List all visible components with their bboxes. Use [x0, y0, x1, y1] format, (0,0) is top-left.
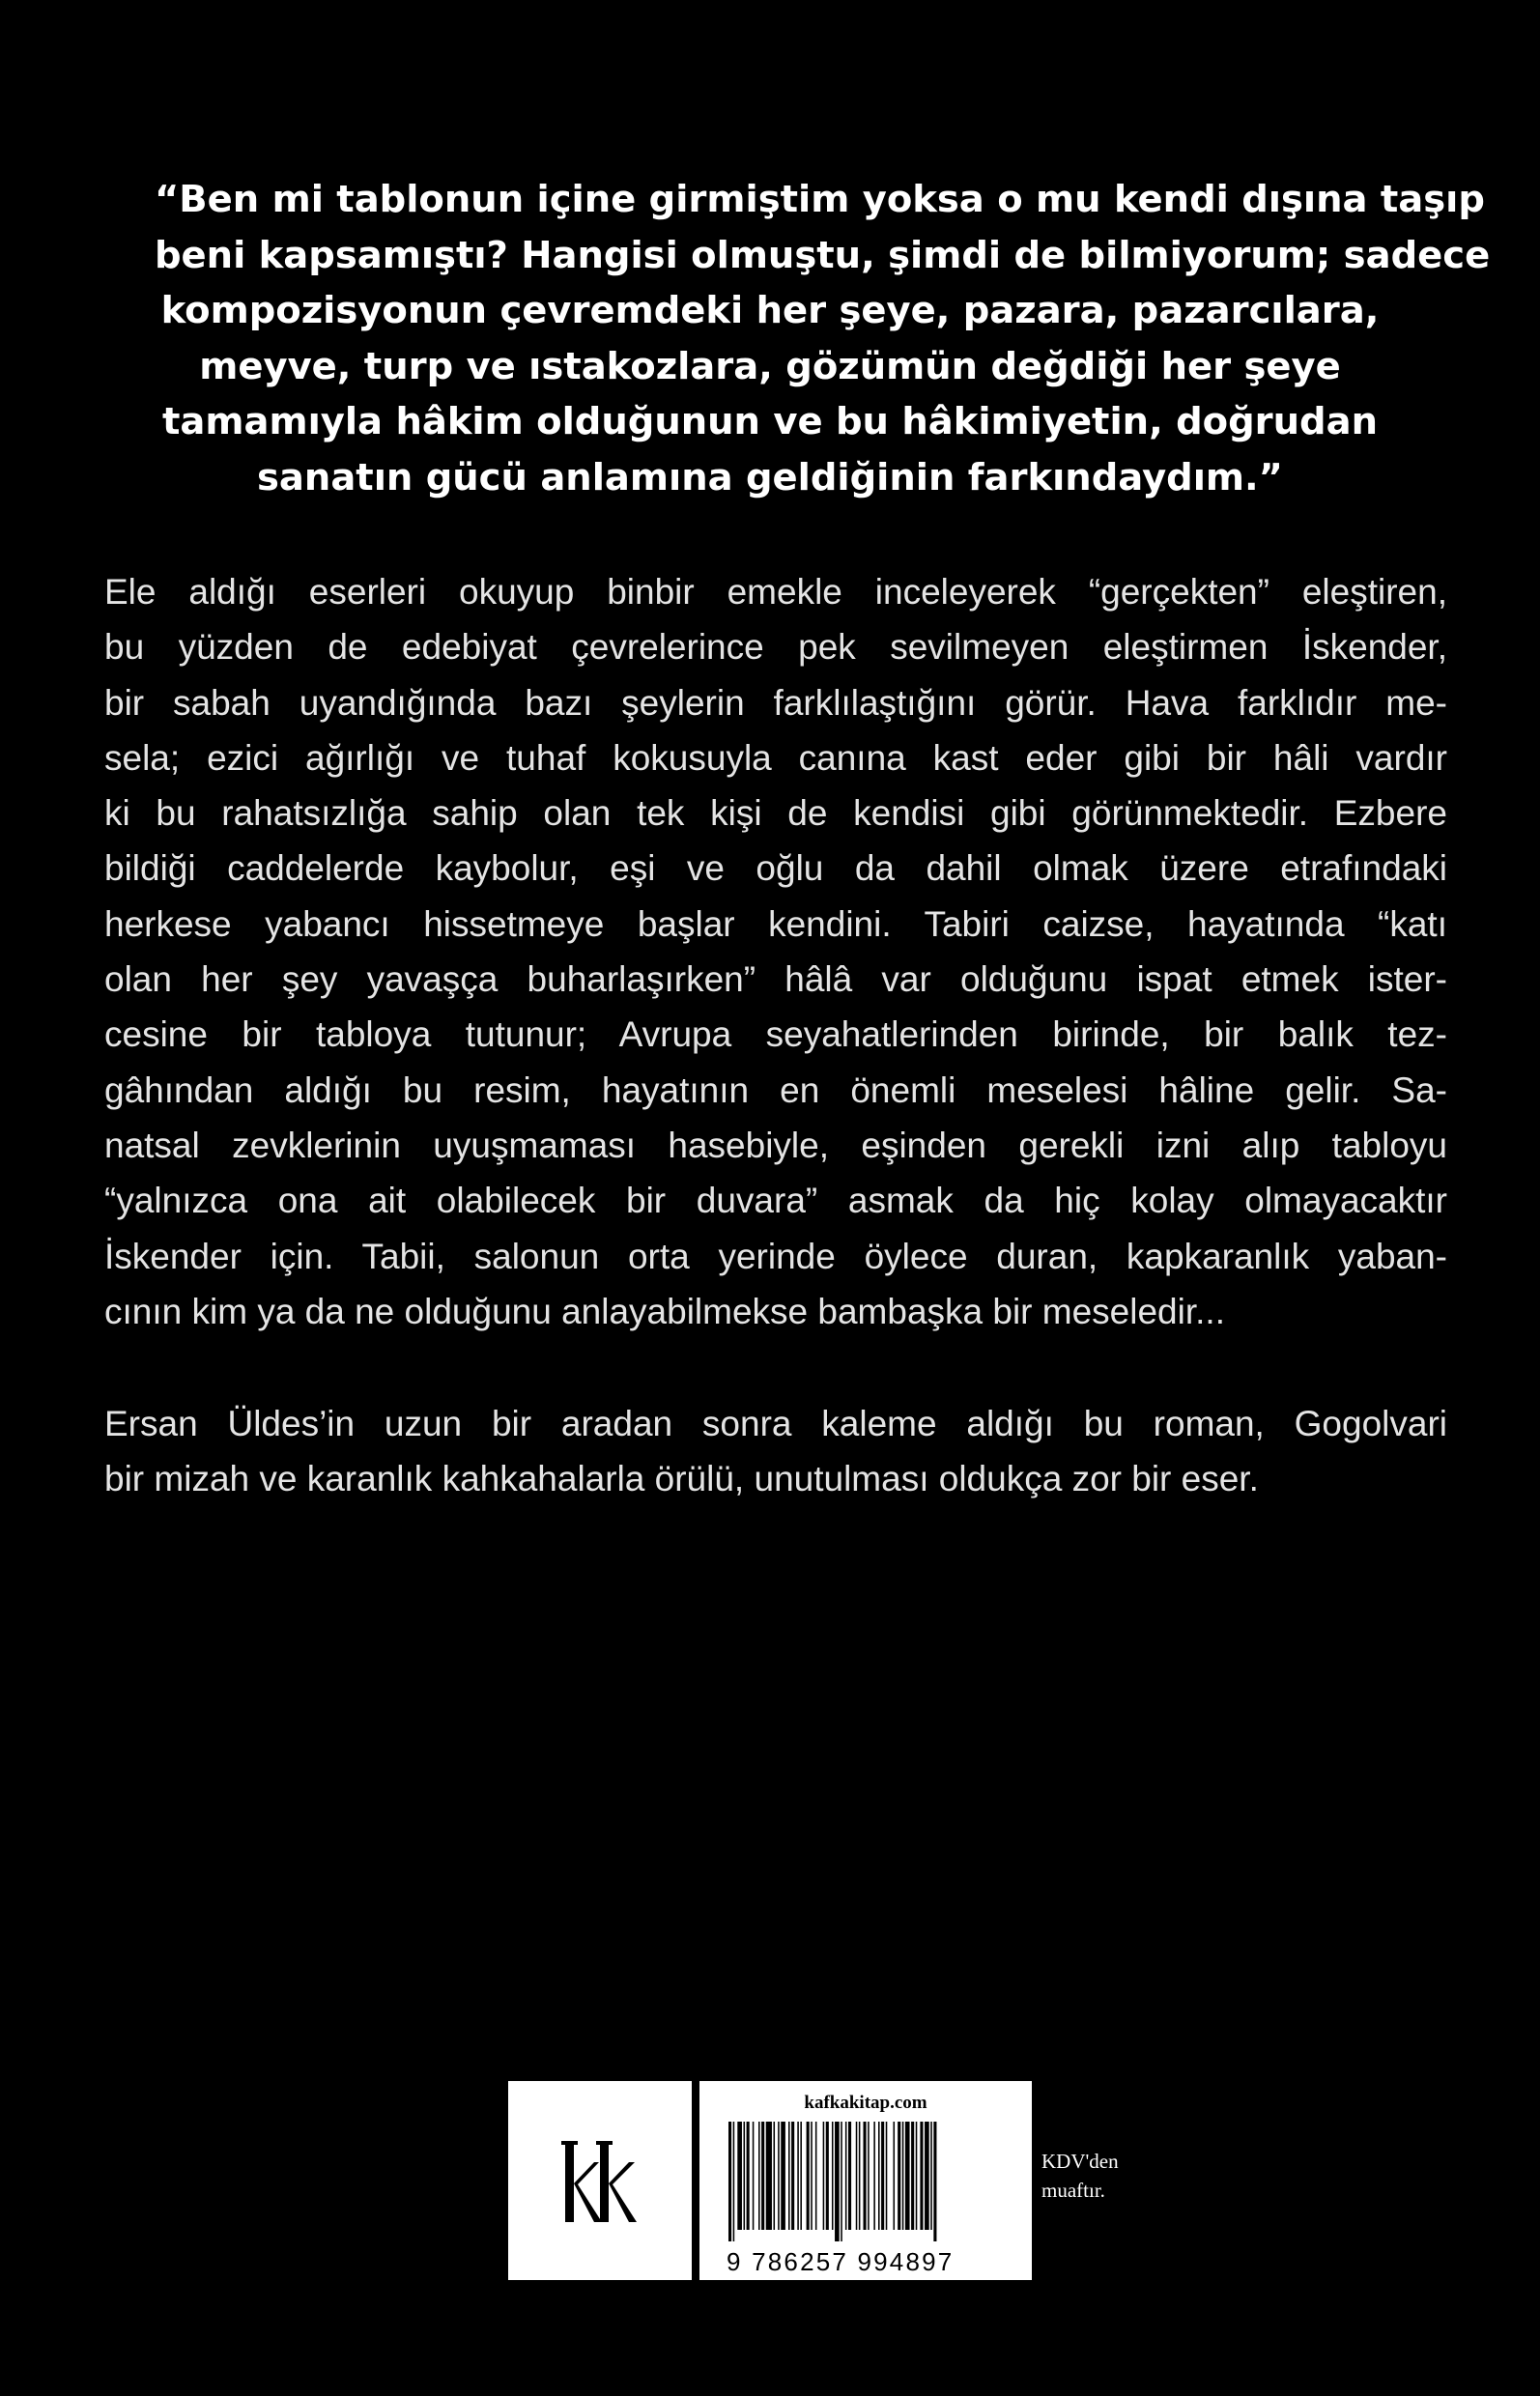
- barcode-bar: [788, 2122, 790, 2230]
- blurb-line: Ersan Üldes’in uzun bir aradan sonra kaleme aldığı bu roman, Gogolvari: [104, 1404, 1447, 1444]
- kk-monogram-icon: [552, 2133, 648, 2230]
- barcode-bar: [886, 2122, 888, 2230]
- barcode-bar: [933, 2122, 936, 2241]
- barcode-bar: [800, 2122, 802, 2230]
- blurb-line: olan her şey yavaşça buharlaşırken” hâlâ var olduğunu ispat etmek ister-: [104, 959, 1447, 1000]
- blurb-line: sela; ezici ağırlığı ve tuhaf kokusuyla canına kast eder gibi bir hâli vardır: [104, 737, 1447, 778]
- blurb-line: bir mizah ve karanlık kahkahalarla örülü, unutulması oldukça zor bir eser.: [104, 1459, 1259, 1499]
- barcode-bar: [868, 2122, 870, 2230]
- barcode-bar: [841, 2122, 842, 2241]
- barcode-bar: [774, 2122, 776, 2230]
- barcode-bar: [747, 2122, 750, 2230]
- pull-quote: [155, 172, 1491, 505]
- blurb-line: ki bu rahatsızlığa sahip olan tek kişi de kendisi gibi görünmektedir. Ezbere: [104, 793, 1447, 834]
- barcode-bar: [920, 2122, 923, 2230]
- blurb-line: Ele aldığı eserleri okuyup binbir emekle inceleyerek “gerçekten” eleştiren,: [104, 572, 1447, 612]
- barcode-bar: [781, 2122, 785, 2230]
- barcode-bar: [728, 2122, 731, 2241]
- barcode-bar: [823, 2122, 825, 2230]
- barcode-icon: [728, 2122, 1003, 2241]
- barcode-bar: [778, 2122, 780, 2230]
- blurb-paragraph-1: [104, 564, 1447, 1339]
- quote-line: meyve, turp ve ıstakozlara, gözümün değdiği her şeye: [199, 344, 1341, 388]
- barcode-bar: [898, 2122, 900, 2230]
- barcode-bar: [811, 2122, 813, 2230]
- barcode-bar: [878, 2122, 880, 2230]
- blurb-line: cesine bir tabloya tutunur; Avrupa seyahatlerinden birinde, bir balık tez-: [104, 1014, 1447, 1055]
- blurb-line: “yalnızca ona ait olabilecek bir duvara” asmak da hiç kolay olmayacaktır: [104, 1181, 1447, 1221]
- blurb-paragraph-2: [104, 1396, 1447, 1507]
- barcode-bar: [758, 2122, 760, 2230]
- tax-note-line: KDV'den: [1041, 2150, 1119, 2173]
- blurb-line: gâhından aldığı bu resim, hayatının en önemli meselesi hâline gelir. Sa-: [104, 1070, 1447, 1110]
- publisher-logo-box: [508, 2081, 692, 2280]
- barcode-bar: [832, 2122, 834, 2230]
- barcode-bar: [859, 2122, 861, 2230]
- barcode-bar: [848, 2122, 851, 2230]
- barcode-bar: [873, 2122, 875, 2230]
- blurb-line: herkese yabancı hissetmeye başlar kendini. Tabiri caizse, hayatında “katı: [104, 903, 1447, 944]
- barcode-bar: [856, 2122, 858, 2230]
- blurb-line: cının kim ya da ne olduğunu anlayabilmekse bambaşka bir meseledir...: [104, 1291, 1225, 1331]
- barcode-bar: [826, 2122, 829, 2230]
- quote-line: kompozisyonun çevremdeki her şeye, pazara, pazarcılara,: [160, 289, 1380, 332]
- barcode-bar: [835, 2122, 840, 2241]
- publisher-website: kafkakitap.com: [804, 2093, 927, 2113]
- quote-line: beni kapsamıştı? Hangisi olmuştu, şimdi de bilmiyorum; sadece: [155, 233, 1491, 277]
- barcode-bar: [815, 2122, 817, 2230]
- quote-line: sanatın gücü anlamına geldiğinin farkındaydım.”: [257, 455, 1283, 499]
- barcode-bar: [845, 2122, 847, 2230]
- barcode-bar: [925, 2122, 929, 2230]
- barcode-bar: [864, 2122, 867, 2230]
- barcode-bar: [894, 2122, 896, 2230]
- barcode-bar: [744, 2122, 746, 2230]
- barcode-bar: [911, 2122, 914, 2230]
- barcode-bar: [930, 2122, 932, 2230]
- tax-note-line: muaftır.: [1041, 2179, 1105, 2202]
- book-blurb: [104, 564, 1447, 1507]
- barcode-bar: [766, 2122, 772, 2230]
- barcode-bar: [916, 2122, 918, 2230]
- isbn-number: 9 786257 994897: [727, 2247, 955, 2276]
- barcode-bar: [761, 2122, 764, 2230]
- blurb-line: natsal zevklerinin uyuşmaması hasebiyle, eşinden gerekli izni alıp tabloyu: [104, 1125, 1447, 1165]
- barcode-bar: [797, 2122, 799, 2230]
- barcode-bar: [807, 2122, 810, 2230]
- barcode-bar: [791, 2122, 794, 2230]
- barcode-bar: [737, 2122, 742, 2230]
- blurb-line: bu yüzden de edebiyat çevrelerince pek sevilmeyen eleştirmen İskender,: [104, 627, 1447, 668]
- barcode-bar: [753, 2122, 755, 2230]
- barcode-bar: [733, 2122, 735, 2241]
- quote-line: tamamıyla hâkim olduğunun ve bu hâkimiyetin, doğrudan: [161, 400, 1379, 443]
- barcode-bar: [905, 2122, 910, 2230]
- blurb-line: bildiği caddelerde kaybolur, eşi ve oğlu da dahil olmak üzere etrafındaki: [104, 848, 1447, 889]
- isbn-barcode-box: [699, 2081, 1032, 2280]
- quote-line: “Ben mi tablonun içine girmiştim yoksa o mu kendi dışına taşıp: [155, 178, 1485, 221]
- tax-exempt-note: [1041, 2147, 1148, 2205]
- blurb-line: bir sabah uyandığında bazı şeylerin farklılaştığını görür. Hava farklıdır me-: [104, 682, 1447, 723]
- barcode-bar: [902, 2122, 904, 2230]
- blurb-line: İskender için. Tabii, salonun orta yerinde öylece duran, kapkaranlık yaban-: [104, 1236, 1447, 1276]
- barcode-bar: [881, 2122, 884, 2230]
